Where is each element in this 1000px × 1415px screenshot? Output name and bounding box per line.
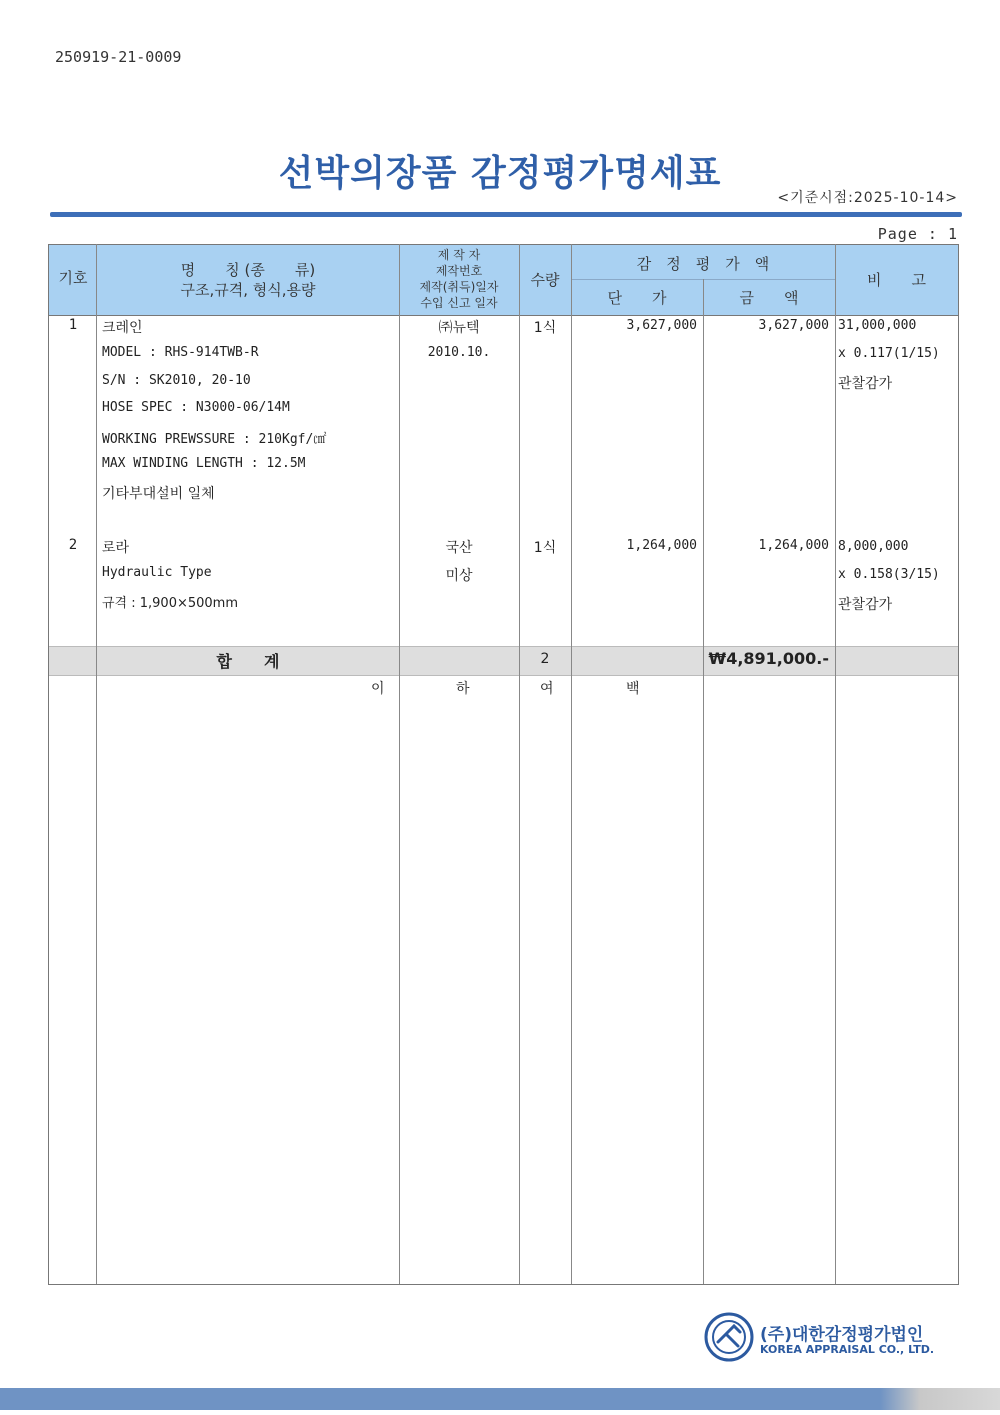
footer-band — [0, 1388, 1000, 1410]
header-maker-line3: 제작(취득)일자 — [419, 280, 499, 294]
total-amount: ₩4,891,000.- — [708, 649, 829, 668]
column-divider — [399, 244, 400, 1284]
item-remark-line: x 0.117(1/15) — [838, 346, 940, 361]
total-label: 합 계 — [216, 652, 280, 671]
item-remark-line: 관찰감가 — [838, 597, 893, 613]
item-maker: ㈜뉴텍 — [438, 320, 480, 336]
header-unit-price: 단 가 — [607, 289, 667, 307]
total-qty: 2 — [540, 651, 550, 667]
item-spec-line: 기타부대설비 일체 — [102, 486, 215, 502]
item-manufacture-date: 미상 — [445, 568, 473, 584]
company-name-english: KOREA APPRAISAL CO., LTD. — [760, 1343, 935, 1356]
header-name-line2: 구조,규격, 형식,용량 — [180, 281, 316, 299]
header-name-line1: 명 칭 (종 류) — [180, 261, 316, 279]
header-code: 기호 — [58, 269, 88, 287]
item-qty: 1식 — [533, 540, 557, 556]
item-spec-line: MAX WINDING LENGTH : 12.5M — [102, 456, 306, 471]
header-maker-line2: 제작번호 — [435, 264, 483, 278]
item-spec-line: WORKING PREWSSURE : 210Kgf/㎠ — [102, 432, 327, 447]
item-code: 2 — [68, 537, 78, 553]
company-logo-icon — [704, 1312, 754, 1362]
item-remark-line: 31,000,000 — [838, 318, 917, 333]
item-amount: 1,264,000 — [758, 538, 829, 553]
appraisal-table — [48, 244, 959, 1285]
item-unit-price: 1,264,000 — [626, 538, 697, 553]
header-maker-line1: 제 작 자 — [437, 248, 481, 262]
header-remarks: 비 고 — [867, 271, 926, 289]
title-divider — [50, 212, 962, 217]
column-divider — [519, 244, 520, 1284]
item-name: 크레인 — [102, 320, 143, 336]
item-qty: 1식 — [533, 320, 557, 336]
item-spec-line: S/N : SK2010, 20-10 — [102, 373, 251, 388]
item-remark-line: x 0.158(3/15) — [838, 567, 940, 582]
column-divider — [571, 244, 572, 1284]
item-remark-line: 8,000,000 — [838, 539, 909, 554]
blank-marker-char: 이 — [371, 681, 385, 697]
item-amount: 3,627,000 — [758, 318, 829, 333]
basis-date: <기준시점:2025-10-14> — [777, 190, 958, 206]
page-number: Page : 1 — [877, 225, 958, 243]
column-divider — [835, 244, 836, 1284]
header-maker — [399, 247, 519, 311]
total-row — [49, 646, 958, 676]
blank-marker-char: 하 — [456, 681, 470, 697]
item-spec-line: Hydraulic Type — [102, 565, 212, 580]
header-value-title: 감 정 평 가 액 — [636, 255, 770, 273]
header-maker-line4: 수입 신고 일자 — [420, 296, 498, 310]
item-remark-line: 관찰감가 — [838, 376, 893, 392]
table-header — [49, 244, 958, 316]
blank-marker-char: 여 — [540, 681, 554, 697]
company-name-korean: (주)대한감정평가법인 — [760, 1325, 924, 1345]
page-title: 선박의장품 감정평가명세표 — [278, 153, 722, 194]
blank-marker-char: 백 — [626, 681, 640, 697]
column-divider — [96, 244, 97, 1284]
document-number: 250919-21-0009 — [55, 48, 182, 66]
item-unit-price: 3,627,000 — [626, 318, 697, 333]
item-spec-line: HOSE SPEC : N3000-06/14M — [102, 400, 290, 415]
item-spec-line: 규격 : 1,900×500mm — [102, 596, 239, 611]
item-name: 로라 — [102, 540, 130, 556]
item-manufacture-date: 2010.10. — [427, 345, 491, 360]
item-code: 1 — [68, 317, 78, 333]
item-maker: 국산 — [445, 540, 473, 556]
item-spec-line: MODEL : RHS-914TWB-R — [102, 345, 259, 360]
header-amount: 금 액 — [739, 289, 799, 307]
header-qty: 수량 — [530, 271, 560, 289]
column-divider — [703, 279, 704, 1284]
